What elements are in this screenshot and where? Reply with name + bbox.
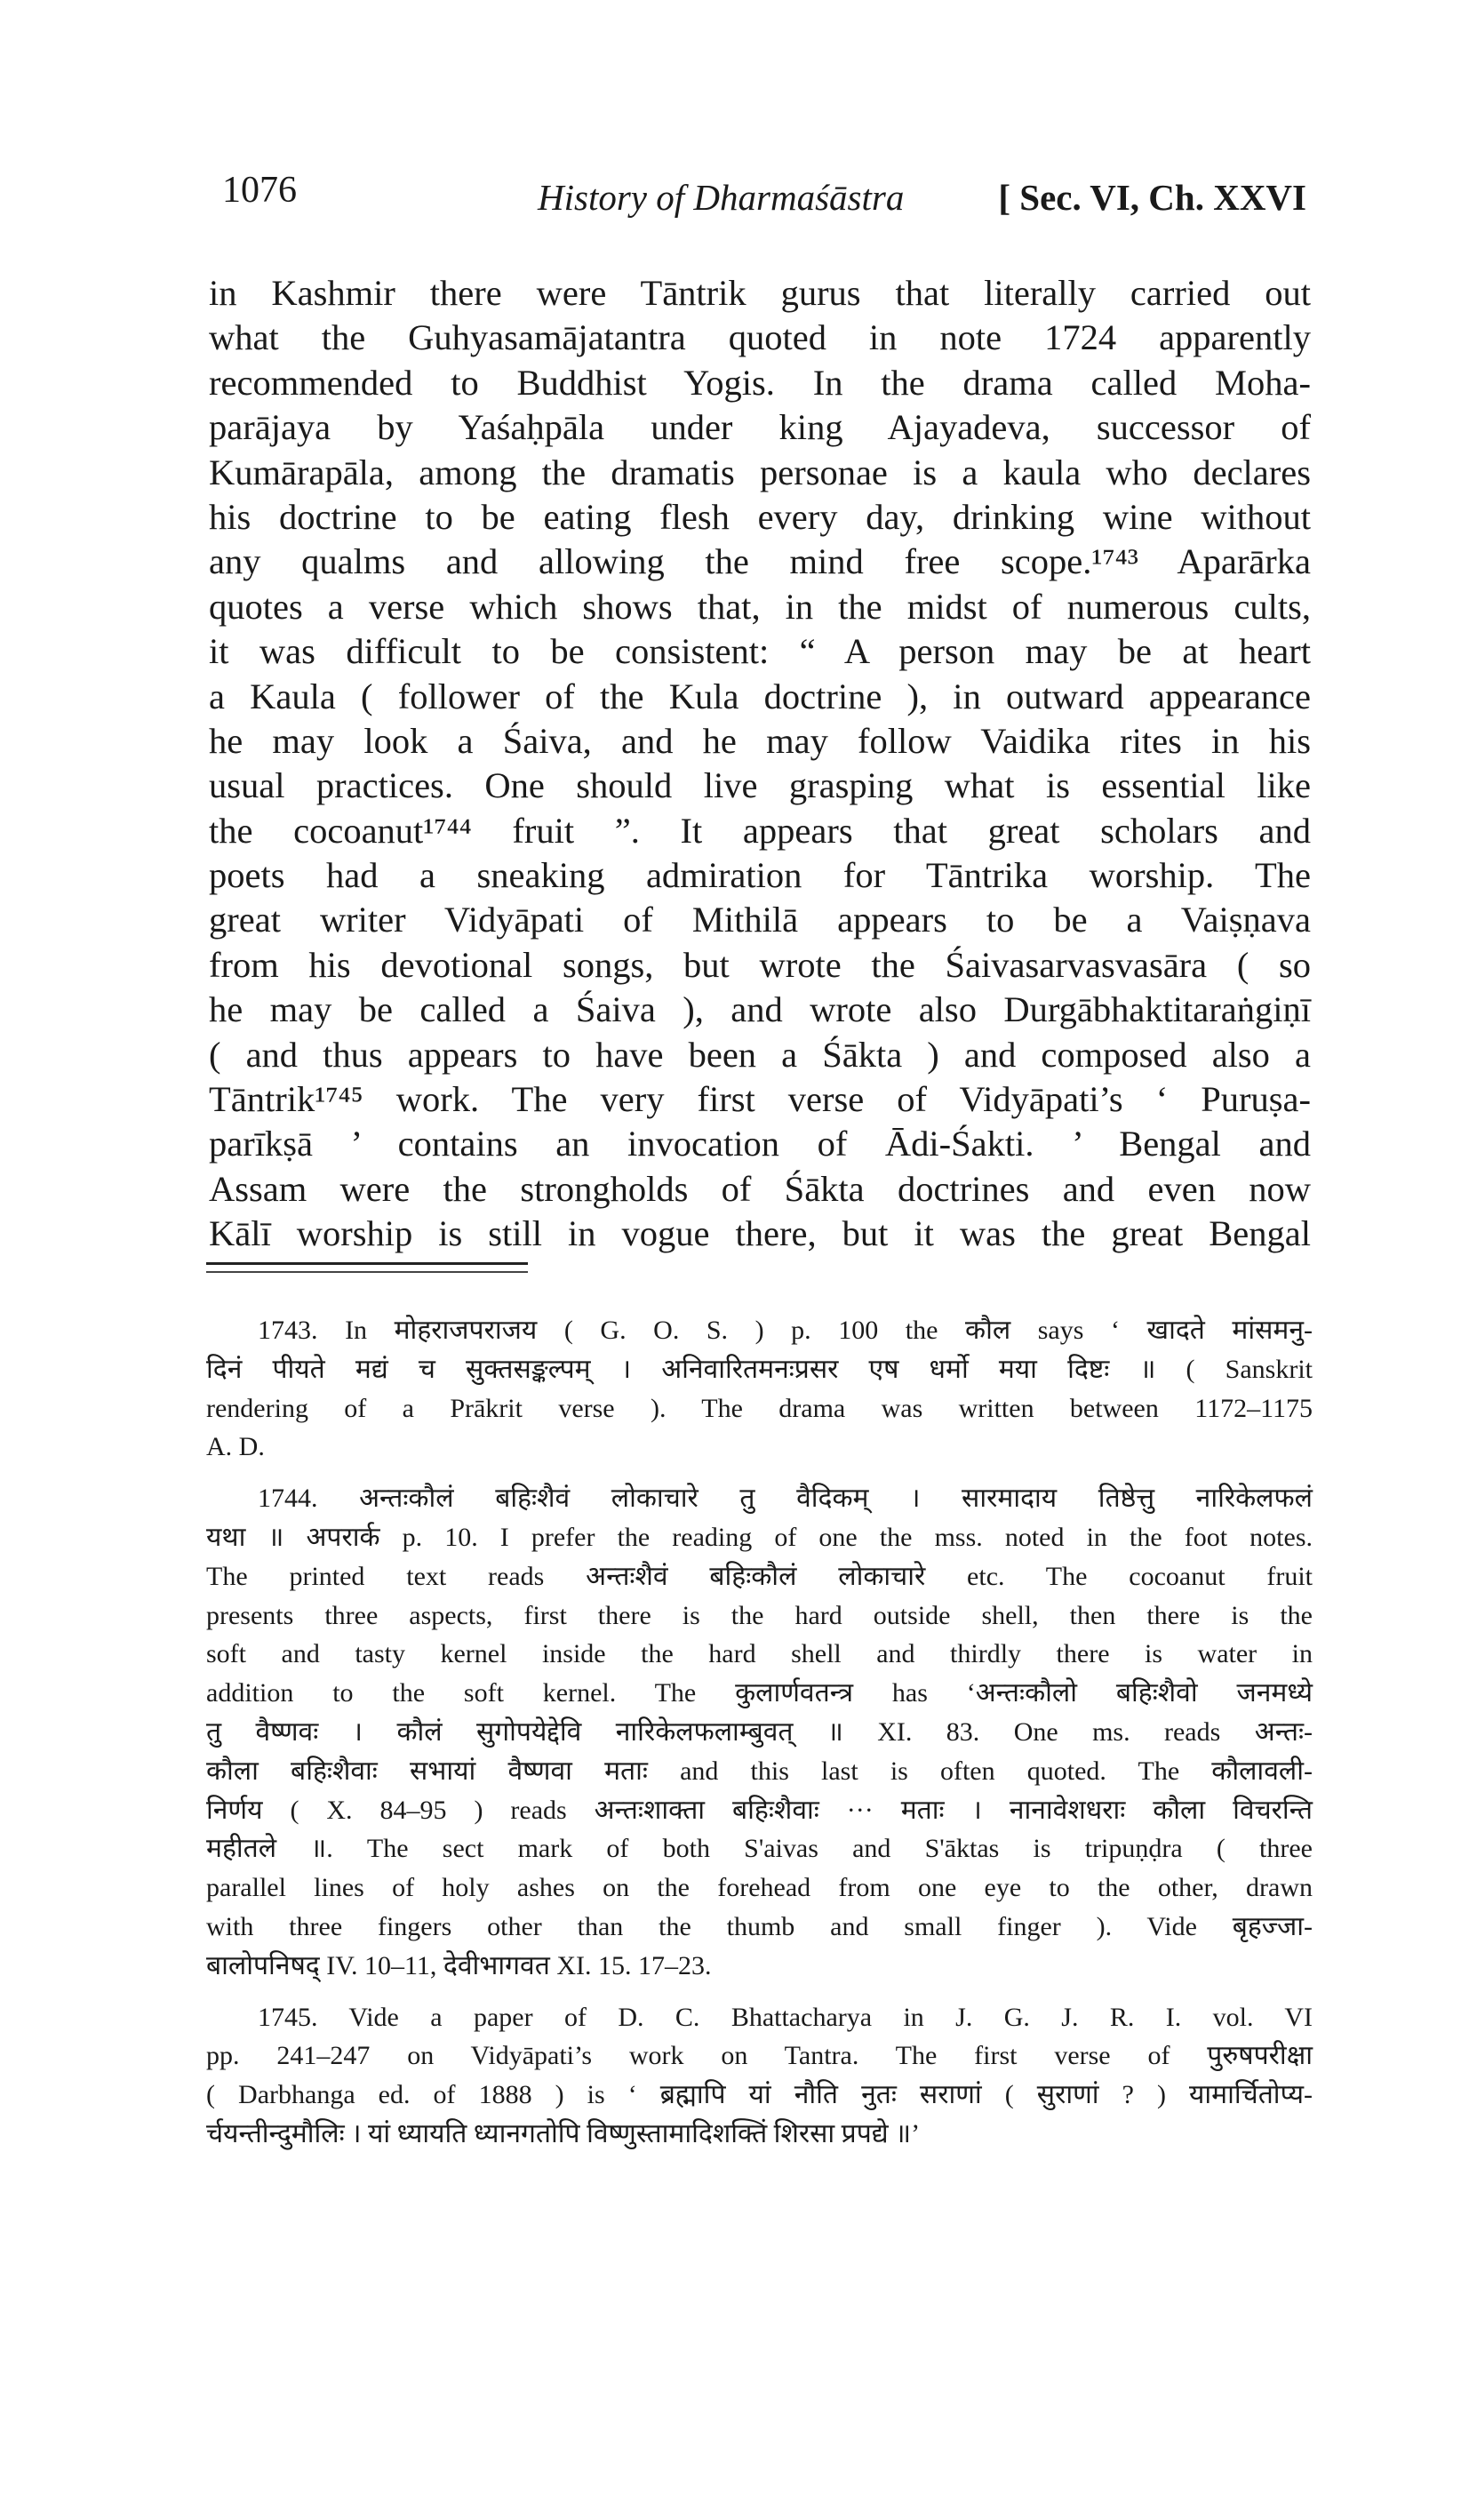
body-line: a Kaula ( follower of the Kula doctrine ), in outward appearance — [209, 676, 1311, 716]
footnote-line: parallel lines of holy ashes on the forehead from one eye to the other, drawn — [206, 1873, 1313, 1903]
footnote-line: presents three aspects, first there is the hard outside shell, then there is the — [206, 1600, 1313, 1630]
footnote-rule — [206, 1262, 528, 1265]
body-line: what the Guhyasamājatantra quoted in note 1724 apparently — [209, 317, 1311, 358]
footnote-1745 — [206, 1998, 1313, 2154]
body-line: he may look a Śaiva, and he may follow Vaidika rites in his — [209, 720, 1311, 761]
body-line: poets had a sneaking admiration for Tāntrika worship. The — [209, 855, 1311, 896]
footnote-line: addition to the soft kernel. The कुलार्णवतन्त्र has ‘अन्तःकौलो बहिःशैवो जनमध्ये — [206, 1678, 1313, 1708]
body-line: it was difficult to be consistent: “ A person may be at heart — [209, 631, 1311, 672]
page-number: 1076 — [222, 170, 297, 211]
footnote-1743 — [206, 1311, 1313, 1467]
footnote-rule-secondary — [206, 1271, 528, 1273]
body-line: Tāntrik¹⁷⁴⁵ work. The very first verse of Vidyāpati’s ‘ Puruṣa- — [209, 1079, 1311, 1120]
footnote-line: rendering of a Prākrit verse ). The drama was written between 1172–1175 — [206, 1393, 1313, 1423]
footnote-line: pp. 241–247 on Vidyāpati’s work on Tantra. The first verse of पुरुषपरीक्षा — [206, 2041, 1313, 2071]
body-line: the cocoanut¹⁷⁴⁴ fruit ”. It appears that great scholars and — [209, 810, 1311, 851]
body-line: Assam were the strongholds of Śākta doctrines and even now — [209, 1168, 1311, 1209]
body-line: parīkṣā ’ contains an invocation of Ādi-Śakti. ’ Bengal and — [209, 1124, 1311, 1164]
page-header — [222, 169, 1306, 231]
body-line: any qualms and allowing the mind free scope.¹⁷⁴³ Aparārka — [209, 541, 1311, 582]
body-line: parājaya by Yaśaḥpāla under king Ajayadeva, successor of — [209, 407, 1311, 448]
footnote-line: soft and tasty kernel inside the hard shell and thirdly there is water in — [206, 1639, 1313, 1669]
footnote-line: यथा ॥ अपरार्क p. 10. I prefer the reading of one the mss. noted in the foot notes. — [206, 1522, 1313, 1552]
footnote-line: The printed text reads अन्तःशैवं बहिःकौलं लोकाचारे etc. The cocoanut fruit — [206, 1561, 1313, 1591]
body-line: he may be called a Śaiva ), and wrote also Durgābhaktitaraṅgiṇī — [209, 989, 1311, 1030]
body-line: ( and thus appears to have been a Śākta ) and composed also a — [209, 1034, 1311, 1075]
running-title: History of Dharmaśāstra — [538, 177, 905, 218]
footnote-line: ( Darbhanga ed. of 1888 ) is ‘ ब्रह्मापि यां नौति नुतः सराणां ( सुराणां ? ) यामार्चितोप्य- — [206, 2080, 1313, 2110]
section-reference: [ Sec. VI, Ch. XXVI — [998, 177, 1306, 218]
body-line: in Kashmir there were Tāntrik gurus that literally carried out — [209, 273, 1311, 313]
footnote-line: 1743. In मोहराजपराजय ( G. O. S. ) p. 100 the कौल says ‘ खादते मांसमनु- — [258, 1316, 1313, 1345]
body-text — [209, 271, 1311, 1257]
body-line: from his devotional songs, but wrote the Śaivasarvasvasāra ( so — [209, 944, 1311, 985]
body-line: Kumārapāla, among the dramatis personae is a kaula who declares — [209, 452, 1311, 492]
footnote-line: महीतले ॥. The sect mark of both S'aivas and S'āktas is tripuṇḍra ( three — [206, 1834, 1313, 1864]
footnotes — [206, 1311, 1313, 2154]
footnote-line: with three fingers other than the thumb and small finger ). Vide बृहज्जा- — [206, 1911, 1313, 1941]
footnote-line: 1745. Vide a paper of D. C. Bhattacharya in J. G. J. R. I. vol. VI — [258, 2002, 1313, 2032]
footnote-line: 1744. अन्तःकौलं बहिःशैवं लोकाचारे तु वैदिकम् । सारमादाय तिष्ठेत्तु नारिकेलफलं — [258, 1484, 1313, 1514]
footnote-1744 — [206, 1479, 1313, 1985]
footnote-line: दिनं पीयते मद्यं च सुक्तसङ्कल्पम् । अनिवारितमनःप्रसर एष धर्मो मया दिष्टः ॥ ( Sanskrit — [206, 1354, 1313, 1384]
body-line: his doctrine to be eating flesh every day, drinking wine without — [209, 496, 1311, 537]
footnote-line: निर्णय ( X. 84–95 ) reads अन्तःशाक्ता बहिःशैवाः ··· मताः । नानावेशधराः कौला विचरन्ति — [206, 1795, 1313, 1825]
footnote-line: A. D. — [206, 1432, 265, 1462]
footnote-line: तु वैष्णवः । कौलं सुगोपयेद्देवि नारिकेलफलाम्बुवत् ॥ XI. 83. One ms. reads अन्तः- — [206, 1716, 1313, 1747]
footnote-line: बालोपनिषद् IV. 10–11, देवीभागवत XI. 15. 17–23. — [206, 1950, 712, 1980]
body-line: great writer Vidyāpati of Mithilā appears to be a Vaiṣṇava — [209, 900, 1311, 940]
body-line: quotes a verse which shows that, in the midst of numerous cults, — [209, 586, 1311, 627]
footnote-line: कौला बहिःशैवाः सभायां वैष्णवा मताः and this last is often quoted. The कौलावली- — [206, 1756, 1313, 1786]
footnote-line: र्चयन्तीन्दुमौलिः । यां ध्यायति ध्यानगतोपि विष्णुस्तामादिशक्तिं शिरसा प्रपद्ये ॥’ — [206, 2118, 921, 2148]
body-line: usual practices. One should live grasping what is essential like — [209, 765, 1311, 806]
body-line: recommended to Buddhist Yogis. In the drama called Moha- — [209, 362, 1311, 403]
body-line: Kālī worship is still in vogue there, but it was the great Bengal — [209, 1213, 1311, 1254]
